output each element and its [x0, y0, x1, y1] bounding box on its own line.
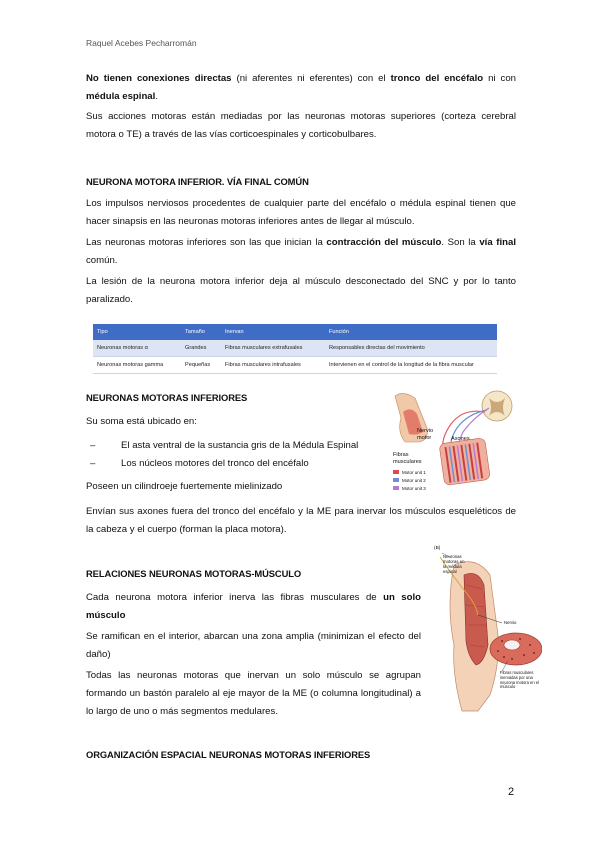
section2-paragraph-1: Su soma está ubicado en:: [86, 416, 197, 427]
table-cell: Fibras musculares extrafusales: [221, 340, 325, 357]
table-cell: Fibras musculares intrafusales: [221, 357, 325, 374]
legend-item: [393, 484, 426, 492]
soma-location-list: [86, 437, 386, 473]
text: . Son la: [441, 237, 480, 248]
table-header-cell: Función: [325, 324, 497, 340]
intro-paragraph-2: Sus acciones motoras están mediadas por las neuronas motoras superiores (corteza cerebral motora o TE) a través de las vías corticoespinales y corticobulbares.: [86, 111, 516, 140]
table-cell: Neuronas motoras α: [93, 340, 181, 357]
table-header-cell: Inervan: [221, 324, 325, 340]
section1-paragraph-3: La lesión de la neurona motora inferior deja al músculo desconectado del SNC y por lo tanto paralizado.: [86, 276, 516, 305]
section-heading-organizacion: ORGANIZACIÓN ESPACIAL NEURONAS MOTORAS INFERIORES: [86, 749, 371, 760]
page-number: 2: [508, 786, 515, 798]
intro-paragraph-1: [86, 70, 516, 106]
table-cell: Pequeñas: [181, 357, 221, 374]
table-cell: Neuronas motoras gamma: [93, 357, 181, 374]
section1-paragraph-1: Los impulsos nerviosos procedentes de cualquier parte del encéfalo o médula espinal tienen que hacer sinapsis en las neuronas motoras inferiores antes de llegar al músculo.: [86, 198, 516, 227]
label-neuronas-motoras-medula: Neuronas motoras en la médula espinal: [443, 554, 465, 574]
bold-text: un solo músculo: [86, 592, 421, 621]
bold-text: médula espinal: [86, 91, 156, 102]
section3-paragraph-1: [86, 589, 421, 625]
text: común.: [86, 255, 118, 266]
table-row: [93, 357, 497, 374]
label-nervio: Nervio: [504, 620, 517, 625]
bold-text: No tienen conexiones directas: [86, 73, 232, 84]
legend-item: [393, 468, 426, 476]
motor-neuron-table: [93, 324, 497, 374]
list-item: – El asta ventral de la sustancia gris de la Médula Espinal: [86, 437, 386, 455]
table-header-cell: Tamaño: [181, 324, 221, 340]
section2-paragraph-3: Envían sus axones fuera del tronco del encéfalo y la ME para inervar los músculos esqueléticos de la cabeza y el cuerpo (forman la placa motora).: [86, 506, 516, 535]
legend-swatch: [393, 470, 399, 474]
label-fibras-inervadas: Fibras musculares inervadas por una neurona motora en el músculo: [500, 670, 539, 690]
muscle-innervation-figure: [432, 545, 542, 715]
section-heading-relaciones: RELACIONES NEURONAS MOTORAS-MÚSCULO: [86, 568, 302, 579]
section2-paragraph-2: Poseen un cilindroeje fuertemente mielinizado: [86, 481, 283, 492]
table-row: [93, 340, 497, 357]
text: .: [155, 91, 158, 102]
section1-paragraph-2: [86, 234, 516, 270]
section-heading-via-final: NEURONA MOTORA INFERIOR. VÍA FINAL COMÚN: [86, 176, 309, 187]
list-item: – Los núcleos motores del tronco del encéfalo: [86, 455, 386, 473]
table-cell: Grandes: [181, 340, 221, 357]
legend-swatch: [393, 478, 399, 482]
legend-label: Motor unit 3: [402, 485, 426, 491]
text: (ni aferentes ni eferentes) con el: [231, 73, 391, 84]
bold-text: contracción del músculo: [326, 237, 442, 248]
running-header-author: Raquel Acebes Pecharromán: [86, 38, 197, 48]
bold-text: tronco del encéfalo: [390, 73, 484, 84]
label-axones: Axones: [451, 436, 470, 442]
text: Las neuronas motoras inferiores son las que inician la: [86, 237, 327, 248]
table-header-cell: Tipo: [93, 324, 181, 340]
text: Cada neurona motora inferior inerva las fibras musculares de: [86, 592, 384, 603]
table-cell: Intervienen en el control de la longitud de la fibra muscular: [325, 357, 497, 374]
motor-unit-figure: [393, 388, 519, 498]
label-nervio-motor: Nervio motor: [417, 428, 434, 441]
figure-id-label: (B): [434, 546, 441, 551]
legend-label: Motor unit 1: [402, 469, 426, 475]
section3-paragraph-2: Se ramifican en el interior, abarcan una zona amplia (minimizan el efecto del daño): [86, 631, 421, 660]
table-header-row: [93, 324, 497, 340]
section3-paragraph-3: Todas las neuronas motoras que inervan un solo músculo se agrupan formando un bastón paralelo al eje mayor de la ME (o columna longitudinal) a lo largo de uno o más segmentos medulares.: [86, 670, 421, 717]
legend-item: [393, 476, 426, 484]
text: ni con: [483, 73, 516, 84]
section-heading-neuronas-motoras: NEURONAS MOTORAS INFERIORES: [86, 392, 248, 403]
bold-text: vía final: [479, 237, 516, 248]
legend-label: Motor unit 2: [402, 477, 426, 483]
label-fibras-musculares: Fibras musculares: [393, 452, 422, 465]
table-cell: Responsables directas del movimiento: [325, 340, 497, 357]
figure-legend: [393, 468, 426, 492]
legend-swatch: [393, 486, 399, 490]
